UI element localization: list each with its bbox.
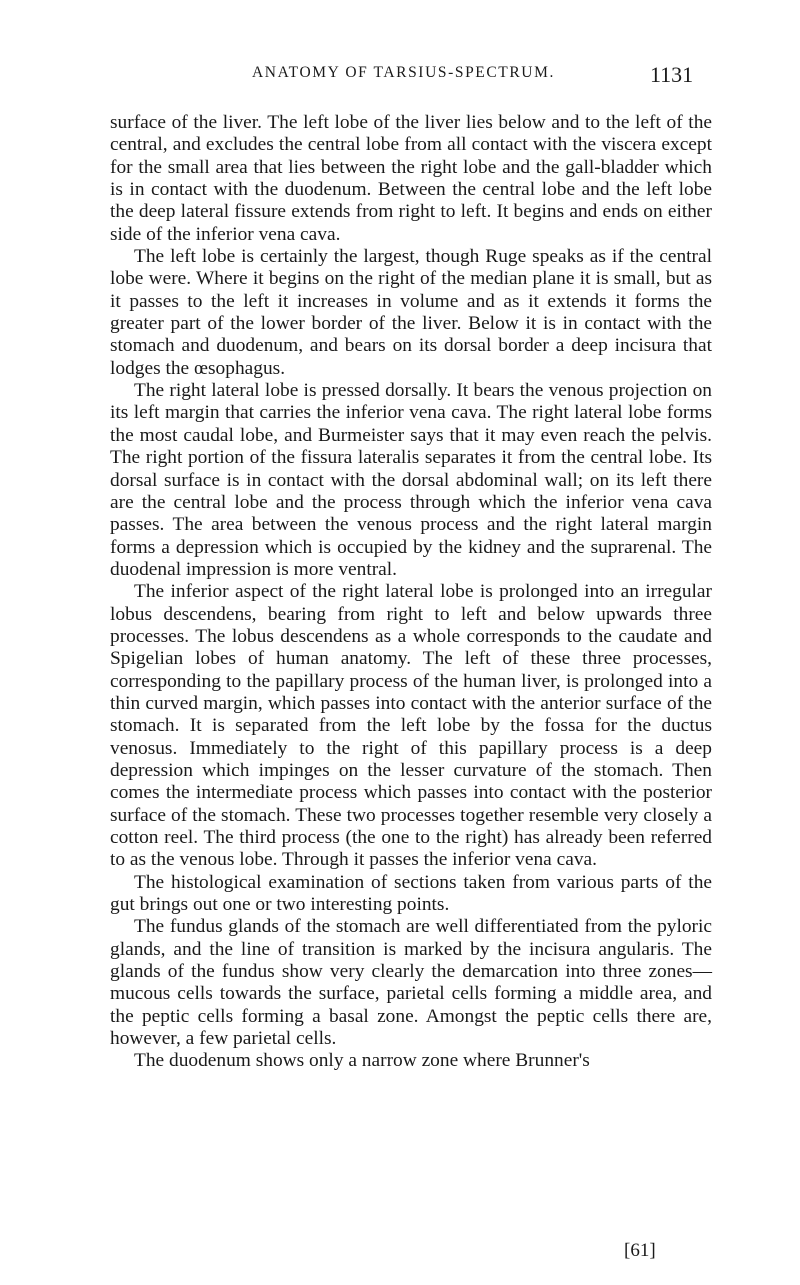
running-title: ANATOMY OF TARSIUS-SPECTRUM.: [252, 64, 555, 81]
paragraph-left-lobe: The left lobe is certainly the largest, though Ruge speaks as if the central lobe were. Where it begins on the right of the median plane it is small, but as it passes to the left it increases in volume and as it extends it forms the greater part of the lower border of the liver. Below it is in contact with the stomach and duodenum, and bears on its dorsal border a deep incisura that lodges the œsophagus.: [110, 246, 712, 379]
body-text: [110, 112, 712, 1073]
paragraph-right-lateral-lobe: The right lateral lobe is pressed dorsally. It bears the venous projection on its left margin that carries the inferior vena cava. The right lateral lobe forms the most caudal lobe, and Burmeister says that it may even reach the pelvis. The right portion of the fissura lateralis separates it from the central lobe. Its dorsal surface is in contact with the dorsal abdominal wall; on its left there are the central lobe and the process through which the inferior vena cava passes. The area between the venous process and the right lateral margin forms a depression which is occupied by the kidney and the suprarenal. The duodenal impression is more ventral.: [110, 380, 712, 580]
running-head: [0, 62, 800, 102]
paragraph-duodenum: The duodenum shows only a narrow zone where Brunner's: [134, 1050, 590, 1072]
paragraph-histology: The histological examination of sections taken from various parts of the gut brings out one or two interesting points.: [110, 871, 712, 916]
page-number: 1131: [650, 62, 694, 87]
paragraph-liver-left-lobe-position: surface of the liver. The left lobe of the liver lies below and to the left of the central, and excludes the central lobe from all contact with the viscera except for the small area that lies between the right lobe and the gall-bladder which is in contact with the duodenum. Between the central lobe and the left lobe the deep lateral fissure extends from right to left. It begins and ends on either side of the inferior vena cava.: [110, 112, 712, 245]
paragraph-fundus-glands: The fundus glands of the stomach are well differentiated from the pyloric glands, and the line of transition is marked by the incisura angularis. The glands of the fundus show very clearly the demarcation into three zones—mucous cells towards the surface, parietal cells forming a middle area, and the peptic cells forming a basal zone. Amongst the peptic cells there are, however, a few parietal cells.: [110, 916, 712, 1050]
paragraph-lobus-descendens: The inferior aspect of the right lateral lobe is prolonged into an irregular lobus descendens, bearing from right to left and below upwards three processes. The lobus descendens as a whole corresponds to the caudate and Spigelian lobes of human anatomy. The left of these three processes, corresponding to the papillary process of the human liver, is prolonged into a thin curved margin, which passes into contact with the anterior surface of the stomach. It is separated from the left lobe by the fossa for the ductus venosus. Immediately to the right of this papillary process is a deep depression which impinges on the lesser curvature of the stomach. Then comes the intermediate process which passes into contact with the posterior surface of the stomach. These two processes together resemble very closely a cotton reel. The third process (the one to the right) has already been referred to as the venous lobe. Through it passes the inferior vena cava.: [110, 581, 712, 871]
signature-mark: [61]: [624, 1240, 656, 1261]
